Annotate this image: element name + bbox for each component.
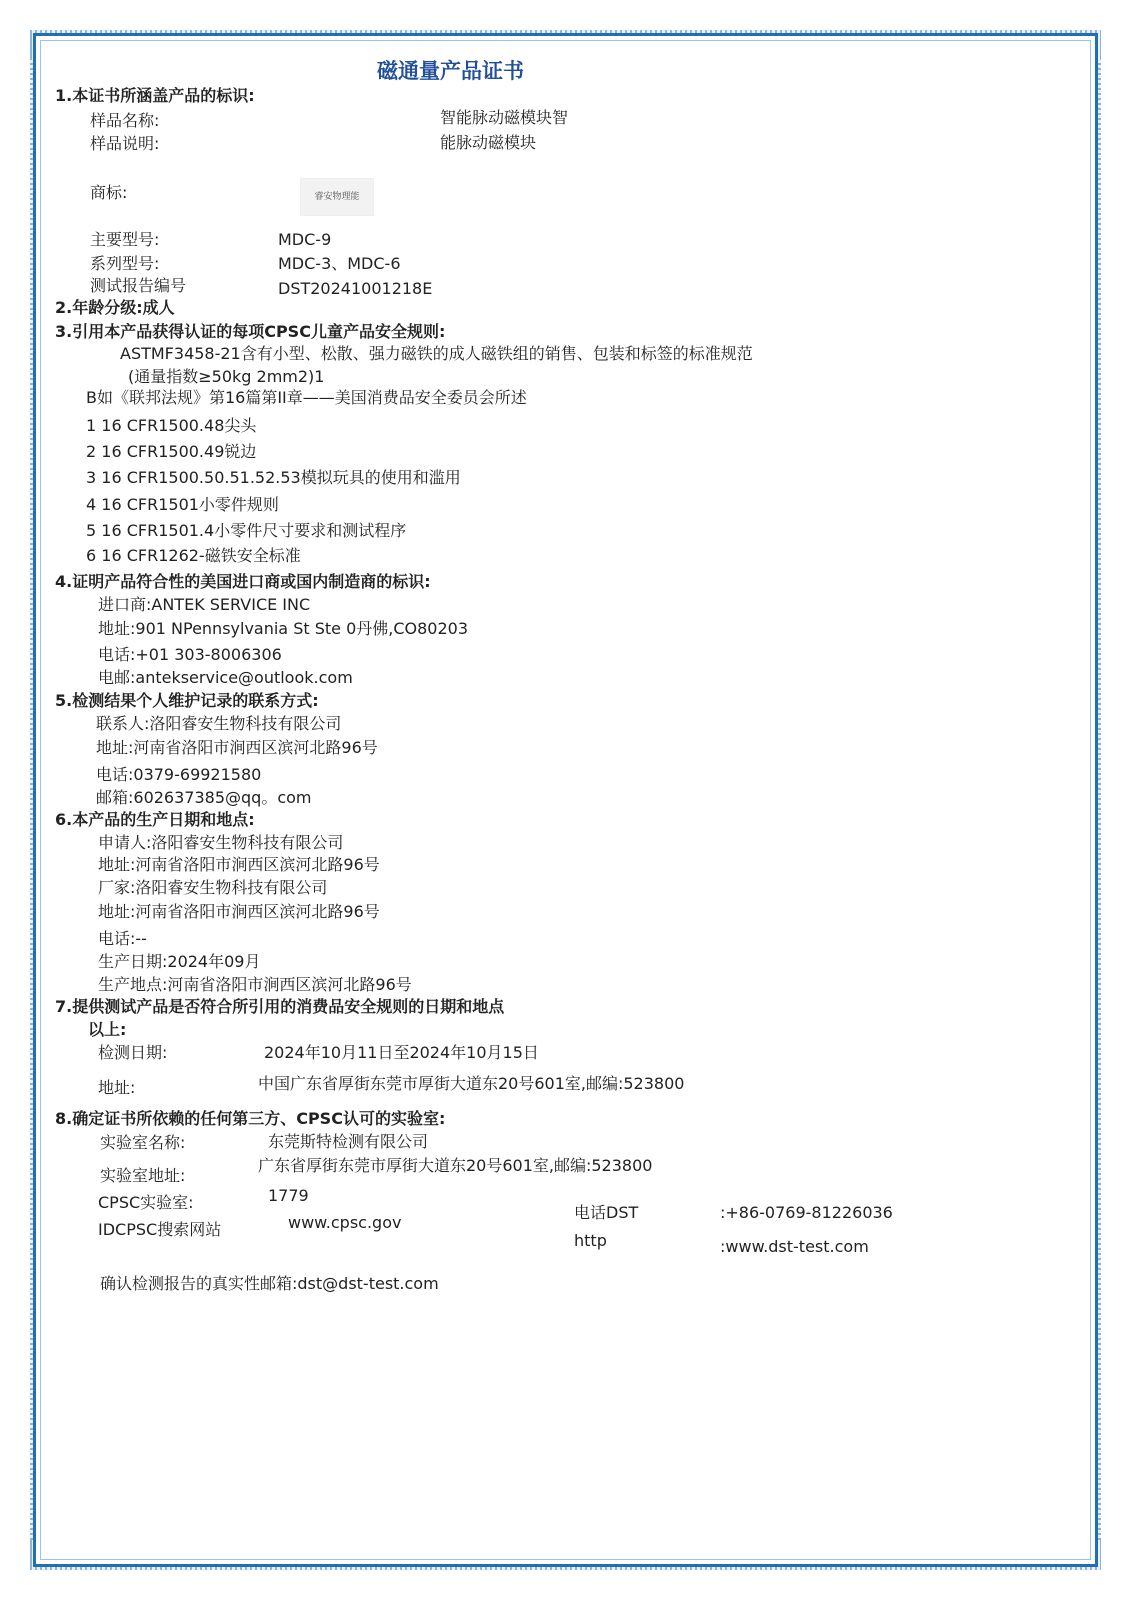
sample-name-label: 样品名称: bbox=[90, 111, 160, 130]
test-date-label: 检测日期: bbox=[98, 1043, 168, 1062]
section1-heading: 1.本证书所涵盖产品的标识: bbox=[55, 86, 255, 105]
test-address-value: 中国广东省厚街东莞市厚街大道东20号601室,邮编:523800 bbox=[258, 1074, 685, 1093]
section2-heading: 2.年龄分级:成人 bbox=[55, 298, 175, 317]
contact-person: 联系人:洛阳睿安生物科技有限公司 bbox=[96, 714, 342, 733]
contact-phone: 电话:0379-69921580 bbox=[96, 765, 262, 784]
astm-line1: ASTMF3458-21含有小型、松散、强力磁铁的成人磁铁组的销售、包装和标签的标准规范 bbox=[120, 344, 753, 363]
page-title: 磁通量产品证书 bbox=[377, 58, 524, 83]
importer-email: 电邮:antekservice@outlook.com bbox=[98, 668, 353, 687]
production-date: 生产日期:2024年09月 bbox=[98, 952, 261, 971]
astm-line2: (通量指数≥50kg 2mm2)1 bbox=[128, 367, 325, 386]
section7-heading: 7.提供测试产品是否符合所引用的消费品安全规则的日期和地点 bbox=[55, 997, 505, 1016]
section5-heading: 5.检测结果个人维护记录的联系方式: bbox=[55, 691, 319, 710]
trademark-logo: 睿安物理能 bbox=[300, 178, 374, 216]
test-date-value: 2024年10月11日至2024年10月15日 bbox=[264, 1043, 539, 1062]
applicant-address: 地址:河南省洛阳市涧西区滨河北路96号 bbox=[98, 855, 380, 874]
factory-address: 地址:河南省洛阳市涧西区滨河北路96号 bbox=[98, 902, 380, 921]
verify-email-line: 确认检测报告的真实性邮箱:dst@dst-test.com bbox=[100, 1274, 439, 1293]
cpsc-lab-value: 1779 bbox=[268, 1186, 309, 1205]
section8-heading: 8.确定证书所依赖的任何第三方、CPSC认可的实验室: bbox=[55, 1109, 446, 1128]
trademark-label: 商标: bbox=[90, 183, 128, 202]
rule-item: 4 16 CFR1501小零件规则 bbox=[86, 495, 279, 514]
importer-line: 进口商:ANTEK SERVICE INC bbox=[98, 595, 311, 614]
factory-phone: 电话:-- bbox=[98, 929, 147, 948]
dst-phone-label: 电话DST bbox=[574, 1203, 639, 1222]
section7-heading-cont: 以上: bbox=[88, 1020, 127, 1039]
production-place: 生产地点:河南省洛阳市涧西区滨河北路96号 bbox=[98, 975, 412, 994]
section4-heading: 4.证明产品符合性的美国进口商或国内制造商的标识: bbox=[55, 572, 431, 591]
rule-item: 6 16 CFR1262-磁铁安全标准 bbox=[86, 546, 301, 565]
rule-item: 2 16 CFR1500.49锐边 bbox=[86, 442, 257, 461]
lab-address-label: 实验室地址: bbox=[100, 1166, 186, 1185]
lab-name-value: 东莞斯特检测有限公司 bbox=[268, 1132, 429, 1151]
dst-website: :www.dst-test.com bbox=[720, 1237, 869, 1256]
importer-address: 地址:901 NPennsylvania St Ste 0丹佛,CO80203 bbox=[98, 619, 468, 638]
cfr-intro-line: B如《联邦法规》第16篇第II章——美国消费品安全委员会所述 bbox=[86, 388, 527, 407]
cpsc-search-label: IDCPSC搜索网站 bbox=[98, 1220, 222, 1239]
report-number-label: 测试报告编号 bbox=[90, 276, 187, 295]
test-address-label: 地址: bbox=[98, 1078, 136, 1097]
rule-item: 3 16 CFR1500.50.51.52.53模拟玩具的使用和滥用 bbox=[86, 468, 461, 487]
lab-address-value: 广东省厚街东莞市厚街大道东20号601室,邮编:523800 bbox=[258, 1156, 653, 1175]
contact-address: 地址:河南省洛阳市涧西区滨河北路96号 bbox=[96, 738, 378, 757]
contact-email: 邮箱:602637385@qq。com bbox=[96, 788, 312, 807]
importer-phone: 电话:+01 303-8006306 bbox=[98, 645, 282, 664]
sample-desc-label: 样品说明: bbox=[90, 134, 160, 153]
sample-desc-value: 能脉动磁模块 bbox=[440, 133, 537, 152]
dst-phone-value: :+86-0769-81226036 bbox=[720, 1203, 893, 1222]
section3-heading: 3.引用本产品获得认证的每项CPSC儿童产品安全规则: bbox=[55, 322, 446, 341]
rule-item: 1 16 CFR1500.48尖头 bbox=[86, 416, 257, 435]
section6-heading: 6.本产品的生产日期和地点: bbox=[55, 810, 255, 829]
series-model-label: 系列型号: bbox=[90, 254, 160, 273]
main-model-label: 主要型号: bbox=[90, 230, 160, 249]
dst-http-label: http bbox=[574, 1231, 607, 1250]
rule-item: 5 16 CFR1501.4小零件尺寸要求和测试程序 bbox=[86, 521, 407, 540]
main-model-value: MDC-9 bbox=[278, 230, 332, 249]
applicant-line: 申请人:洛阳睿安生物科技有限公司 bbox=[98, 833, 344, 852]
factory-line: 厂家:洛阳睿安生物科技有限公司 bbox=[98, 878, 328, 897]
lab-name-label: 实验室名称: bbox=[100, 1133, 186, 1152]
series-model-value: MDC-3、MDC-6 bbox=[278, 254, 401, 273]
cpsc-search-url: www.cpsc.gov bbox=[288, 1213, 402, 1232]
cpsc-lab-label: CPSC实验室: bbox=[98, 1193, 194, 1212]
sample-name-value: 智能脉动磁模块智 bbox=[440, 108, 569, 127]
report-number-value: DST20241001218E bbox=[278, 279, 433, 298]
